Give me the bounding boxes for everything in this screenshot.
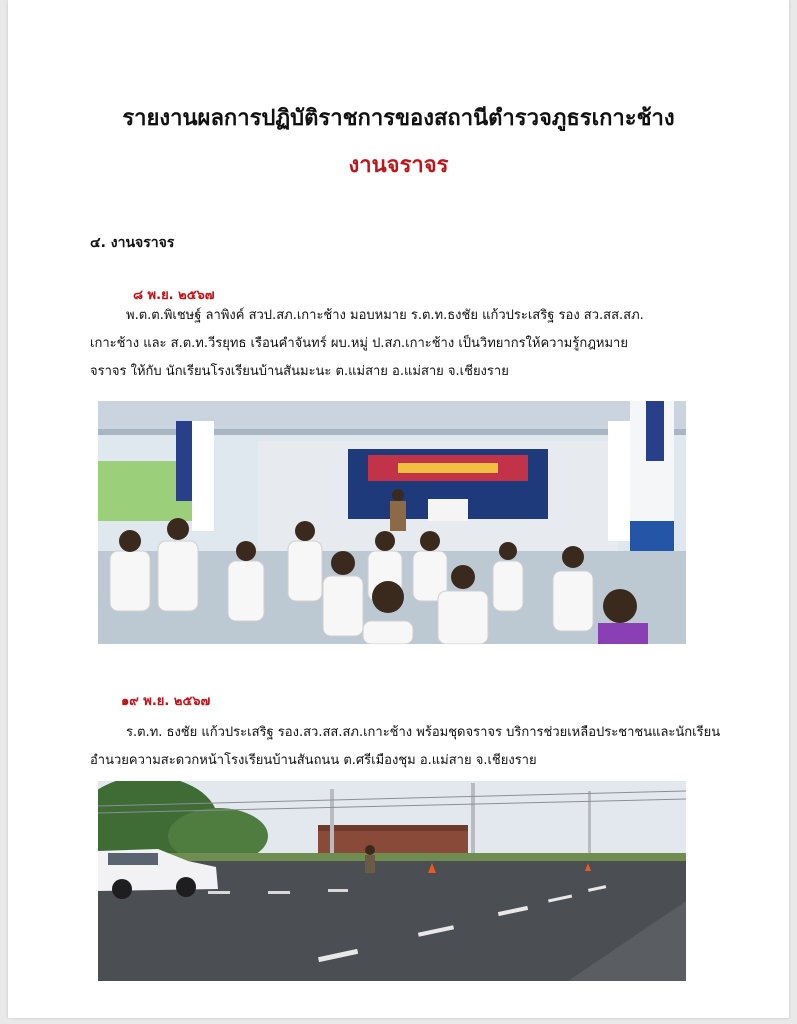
paragraph-line: อำนวยความสะดวกหน้าโรงเรียนบ้านสันถนน ต.ศรีเมืองชุม อ.แม่สาย จ.เชียงราย — [90, 753, 537, 768]
entry-date: ๘ พ.ย. ๒๕๖๗ — [133, 288, 215, 303]
training-photo-illustration — [98, 401, 686, 644]
entry-paragraph — [90, 302, 710, 386]
page-title: รายงานผลการปฏิบัติราชการของสถานีตำรวจภูธรเกาะช้าง — [122, 106, 675, 131]
paragraph-line: เกาะช้าง และ ส.ต.ท.วีรยุทธ เรือนคำจันทร์ ผบ.หมู่ ป.สภ.เกาะช้าง เป็นวิทยากรให้ความรู้กฎหมาย — [90, 336, 628, 351]
training-photo — [98, 401, 686, 644]
paragraph-line: ร.ต.ท. ธงชัย แก้วประเสริฐ รอง.สว.สส.สภ.เกาะช้าง พร้อมชุดจราจร บริการช่วยเหลือประชาชนและนักเรียน — [126, 725, 721, 740]
entry-date: ๑๙ พ.ย. ๒๕๖๗ — [121, 694, 211, 709]
paragraph-line: จราจร ให้กับ นักเรียนโรงเรียนบ้านสันมะนะ ต.แม่สาย อ.แม่สาย จ.เชียงราย — [90, 364, 509, 379]
section-heading: ๔. งานจราจร — [90, 235, 175, 251]
paragraph-line: พ.ต.ต.พิเชษฐ์ ลาพิงค์ สวป.สภ.เกาะช้าง มอบหมาย ร.ต.ท.ธงชัย แก้วประเสริฐ รอง สว.สส.สภ. — [126, 308, 644, 323]
traffic-photo-illustration — [98, 781, 686, 981]
traffic-photo — [98, 781, 686, 981]
entry-paragraph — [90, 719, 730, 775]
page-subtitle: งานจราจร — [348, 153, 449, 178]
document-page — [8, 0, 789, 1018]
